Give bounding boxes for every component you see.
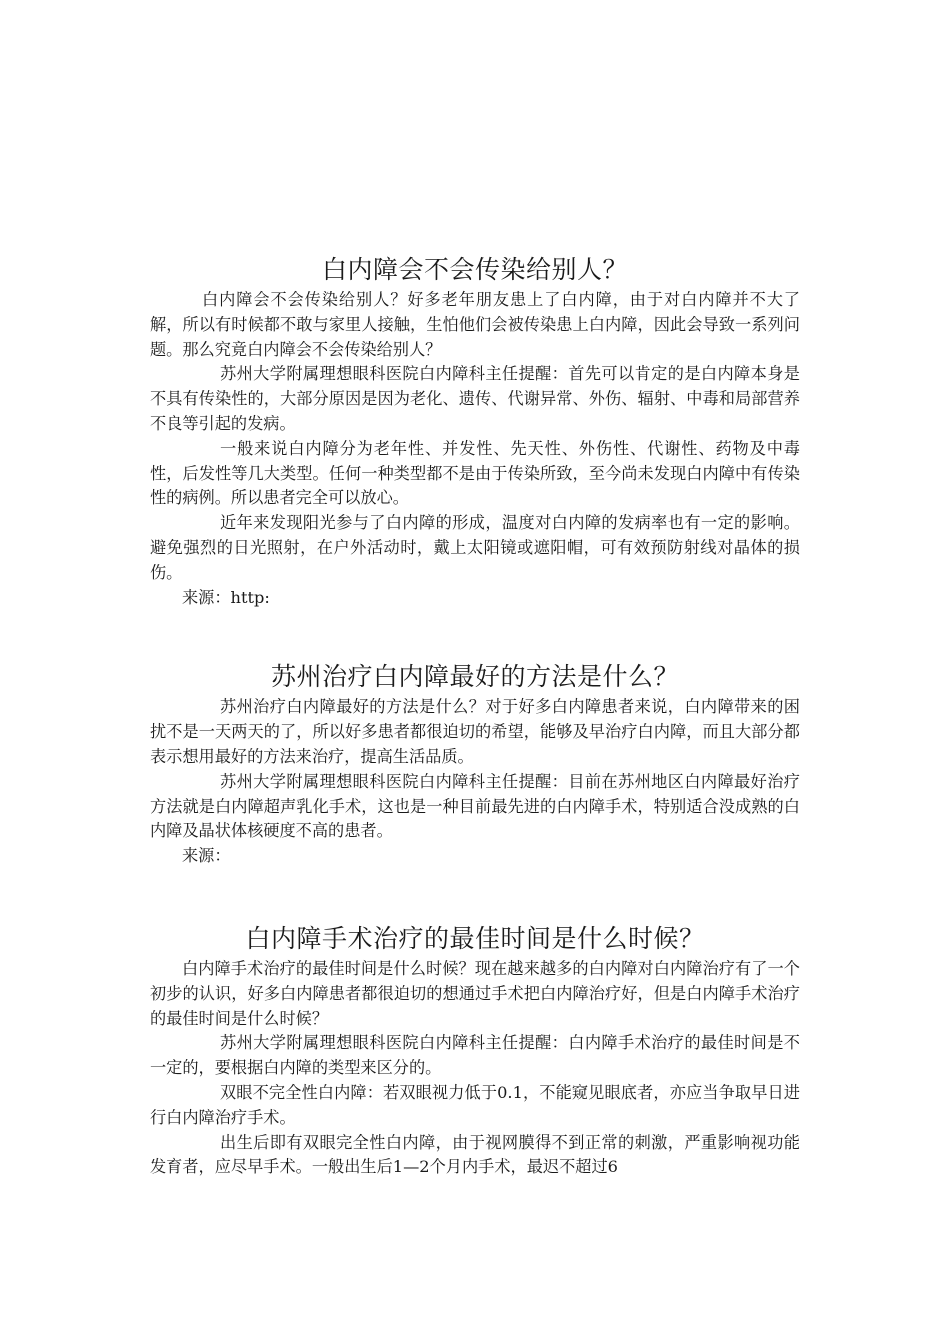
article-paragraph: 白内障会不会传染给别人？好多老年朋友患上了白内障，由于对白内障并不大了解，所以有时候都不敢与家里人接触，生怕他们会被传染患上白内障，因此会导致一系列问题。那么究竟白内障会不会传染给别人？ [150,290,800,359]
article-source: 来源： [182,846,231,866]
article-paragraph: 苏州治疗白内障最好的方法是什么？对于好多白内障患者来说，白内障带来的困扰不是一天两天的了，所以好多患者都很迫切的希望，能够及早治疗白内障，而且大部分都表示想用最好的方法来治疗，提高生活品质。 [150,697,800,766]
document-page [150,252,800,1180]
article-paragraph: 苏州大学附属理想眼科医院白内障科主任提醒：白内障手术治疗的最佳时间是不一定的，要根据白内障的类型来区分的。 [150,1033,800,1078]
article-section-2 [150,659,800,869]
article-title-3: 白内障手术治疗的最佳时间是什么时候？ [245,923,705,953]
article-paragraph: 白内障手术治疗的最佳时间是什么时候？现在越来越多的白内障对白内障治疗有了一个初步的认识，好多白内障患者都很迫切的想通过手术把白内障治疗好，但是白内障手术治疗的最佳时间是什么时候？ [150,958,800,1028]
article-paragraph: 苏州大学附属理想眼科医院白内障科主任提醒：目前在苏州地区白内障最好治疗方法就是白内障超声乳化手术，这也是一种目前最先进的白内障手术，特别适合没成熟的白内障及晶状体核硬度不高的患者。 [150,771,800,841]
article-paragraph: 一般来说白内障分为老年性、并发性、先天性、外伤性、代谢性、药物及中毒性，后发性等几大类型。任何一种类型都不是由于传染所致，至今尚未发现白内障中有传染性的病例。所以患者完全可以放心。 [150,438,800,508]
article-paragraph: 近年来发现阳光参与了白内障的形成，温度对白内障的发病率也有一定的影响。避免强烈的日光照射，在户外活动时，戴上太阳镜或遮阳帽，可有效预防射线对晶体的损伤。 [150,513,800,582]
article-paragraph: 苏州大学附属理想眼科医院白内障科主任提醒：首先可以肯定的是白内障本身是不具有传染性的，大部分原因是因为老化、遗传、代谢异常、外伤、辐射、中毒和局部营养不良等引起的发病。 [150,364,800,433]
article-section-3 [150,921,800,1180]
article-source: 来源：http: [182,587,270,607]
article-section-1 [150,252,800,610]
article-paragraph: 出生后即有双眼完全性白内障，由于视网膜得不到正常的刺激，严重影响视功能发育者，应尽早手术。一般出生后1—2个月内手术，最迟不超过6 [150,1132,800,1177]
article-title-2: 苏州治疗白内障最好的方法是什么？ [270,662,679,692]
article-paragraph: 双眼不完全性白内障：若双眼视力低于0.1，不能窥见眼底者，亦应当争取早日进行白内障治疗手术。 [150,1082,800,1127]
article-title-1: 白内障会不会传染给别人？ [321,255,628,284]
